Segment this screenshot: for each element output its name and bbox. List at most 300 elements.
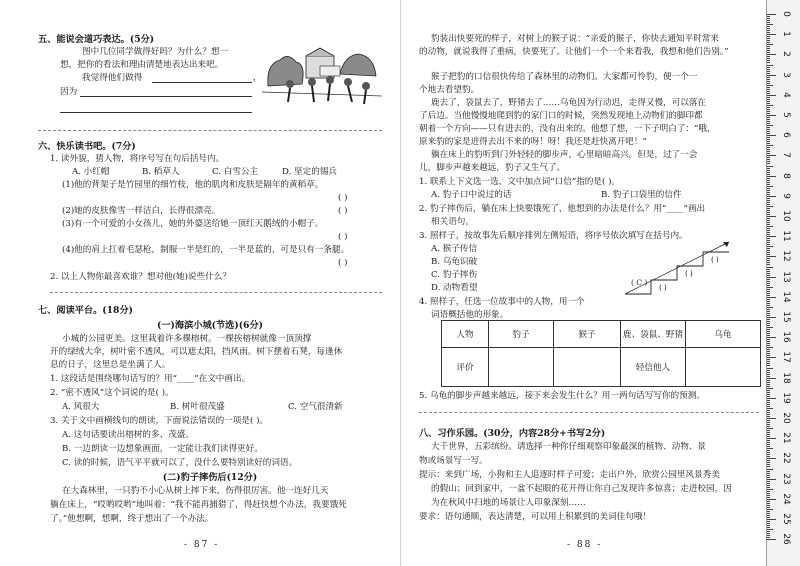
ruler-minor-tick — [767, 107, 770, 108]
ruler-minor-tick — [767, 52, 770, 53]
ruler-minor-tick — [767, 91, 770, 92]
q3-opt-a: A. 猴子传信 — [431, 244, 478, 254]
s8-line5: 为在秋风中扫地的场景让人印象深刻…… — [431, 498, 586, 508]
q5-answer-line[interactable] — [419, 412, 759, 413]
ruler-number: 15 — [781, 311, 791, 323]
ruler-minor-tick — [767, 36, 770, 37]
s6-item3-blank[interactable]: ( ) — [338, 232, 348, 242]
ruler-minor-tick — [767, 101, 770, 102]
students-illustration — [262, 46, 382, 108]
ruler-minor-tick — [767, 487, 770, 488]
story-line-3: 猴子把豹的口信很快传给了森林里的动物们。大家都可怜豹，便一个一 — [431, 72, 698, 82]
ruler-number: 6 — [781, 132, 791, 139]
ruler-minor-tick — [767, 212, 770, 213]
ruler-minor-tick — [767, 273, 770, 274]
ruler-minor-tick — [767, 206, 773, 207]
ruler-minor-tick — [767, 220, 770, 221]
ruler-minor-tick — [767, 450, 770, 451]
ruler-minor-tick — [767, 509, 773, 510]
ruler-minor-tick — [767, 192, 770, 193]
ruler-number: 22 — [781, 452, 791, 465]
ruler-minor-tick — [767, 444, 770, 445]
ruler-minor-tick — [767, 497, 770, 498]
ruler-minor-tick — [767, 319, 770, 320]
s5-line5: 因为 — [60, 87, 78, 97]
ruler-number: 18 — [781, 371, 791, 384]
ruler-minor-tick — [767, 355, 770, 356]
ruler-minor-tick — [767, 109, 770, 110]
ruler-minor-tick — [767, 125, 773, 126]
ruler-minor-tick — [767, 244, 770, 245]
ruler-minor-tick — [767, 281, 770, 282]
ruler-minor-tick — [767, 172, 770, 173]
s5-line2: 想，把你的看法和理由清楚地表达出来吧。 — [60, 60, 224, 70]
ruler-minor-tick — [767, 485, 770, 486]
ruler-major-tick — [767, 155, 776, 156]
story-line-10: 儿，脚步声越来越远，豹子又生气了。 — [419, 163, 566, 173]
ruler-minor-tick — [767, 537, 770, 538]
ruler-major-tick — [767, 277, 776, 278]
ruler-minor-tick — [767, 321, 770, 322]
ruler-number: 20 — [781, 412, 791, 424]
ruler-major-tick — [767, 216, 776, 217]
ruler-minor-tick — [767, 143, 770, 144]
ruler-minor-tick — [767, 18, 770, 19]
ruler-minor-tick — [767, 174, 770, 175]
s5-answer-line-1[interactable] — [152, 82, 252, 83]
s8-line3: 提示：来到广场，小狗和主人追逐时样子可爱；走出户外，欣赏公园里风景秀美 — [419, 470, 720, 480]
s5-line1: 图中几位同学做得好吗？为什么？想一 — [82, 47, 229, 57]
ruler-minor-tick — [767, 412, 770, 413]
s7-q2: 2. “密不透风”这个词说的是( )。 — [50, 388, 174, 398]
ruler-minor-tick — [767, 180, 770, 181]
ruler-minor-tick — [767, 523, 770, 524]
ruler-number: 26 — [781, 533, 791, 545]
ruler-minor-tick — [767, 202, 770, 203]
stair-step-4[interactable]: ( ) — [711, 256, 719, 264]
ruler-minor-tick — [767, 365, 770, 366]
ruler-minor-tick — [767, 525, 770, 526]
ruler-minor-tick — [767, 283, 770, 284]
ruler-minor-tick — [767, 224, 770, 225]
table-cell[interactable] — [554, 348, 621, 387]
ruler-minor-tick — [767, 48, 770, 49]
table-cell[interactable] — [489, 348, 554, 387]
ruler-minor-tick — [767, 424, 770, 425]
ruler-minor-tick — [767, 123, 770, 124]
ruler-number: 3 — [781, 71, 791, 78]
s6-opt-c: C. 白雪公主 — [212, 167, 259, 177]
s6-q2: 2. 以上人物你最喜欢谁？想对他(她)说些什么？ — [50, 272, 231, 282]
s5-line3: 我觉得他们做得 — [82, 73, 143, 83]
ruler-minor-tick — [767, 260, 770, 261]
s7-q3-a: A. 这句话要读出榕树的多、茂盛。 — [62, 430, 194, 440]
q4-line1: 4. 照样子，任选一位故事中的人物，用一个 — [419, 297, 585, 307]
ruler-minor-tick — [767, 410, 770, 411]
ruler-minor-tick — [767, 493, 770, 494]
ruler-minor-tick — [767, 471, 770, 472]
ruler-minor-tick — [767, 30, 770, 31]
ruler-major-tick — [767, 95, 776, 96]
ruler-minor-tick — [767, 111, 770, 112]
ruler-minor-tick — [767, 295, 770, 296]
ruler-major-tick — [767, 438, 776, 439]
ruler-minor-tick — [767, 347, 773, 348]
ruler-major-tick — [767, 135, 776, 136]
ruler-minor-tick — [767, 222, 770, 223]
s7-q2-opt-b: B. 树叶很茂盛 — [170, 402, 225, 412]
ruler-minor-tick — [767, 166, 773, 167]
q5: 5. 乌龟的脚步声越来越远，接下来会发生什么？用一两句话写写你的预测。 — [419, 391, 705, 401]
ruler-minor-tick — [767, 303, 770, 304]
ruler — [766, 0, 800, 566]
ruler-minor-tick — [767, 204, 770, 205]
ruler-minor-tick — [767, 351, 770, 352]
ruler-major-tick — [767, 54, 776, 55]
ruler-minor-tick — [767, 254, 770, 255]
ruler-minor-tick — [767, 529, 773, 530]
table-cell[interactable] — [686, 348, 761, 387]
ruler-minor-tick — [767, 392, 770, 393]
section-8-title: 八、习作乐园。(30分，内容28分+书写2分) — [419, 428, 606, 439]
ruler-minor-tick — [767, 214, 770, 215]
s7-q3: 3. 关于文中画横线句的朗读，下面说法错误的一项是( )。 — [50, 416, 269, 426]
passage-2-line3: 了。”他想啊，想啊，终于想出了一个办法。 — [50, 514, 214, 524]
ruler-minor-tick — [767, 228, 770, 229]
ruler-minor-tick — [767, 363, 770, 364]
ruler-number: 1 — [781, 31, 791, 38]
story-line-2: 的动物，就说我得了重病，快要死了。让他们一个一个来看我，我想和他们告别。” — [419, 47, 729, 57]
stair-step-2[interactable]: ( ) — [659, 284, 667, 292]
ruler-minor-tick — [767, 56, 770, 57]
stair-step-1: ( C ) — [631, 278, 648, 287]
section-5-title: 五、能说会道巧表达。(5分) — [38, 34, 155, 45]
q1-opt-a: A. 豹子口中说过的话 — [431, 190, 512, 200]
ruler-major-tick — [767, 317, 776, 318]
ruler-minor-tick — [767, 42, 770, 43]
s7-q1: 1. 这段话是围绕哪句话写的？用“____”在文中画出。 — [50, 374, 251, 384]
ruler-minor-tick — [767, 475, 770, 476]
ruler-minor-tick — [767, 69, 770, 70]
ruler-number: 19 — [781, 392, 791, 404]
ruler-major-tick — [767, 519, 776, 520]
ruler-minor-tick — [767, 331, 770, 332]
ruler-minor-tick — [767, 517, 770, 518]
ruler-minor-tick — [767, 301, 770, 302]
ruler-major-tick — [767, 337, 776, 338]
ruler-minor-tick — [767, 230, 770, 231]
ruler-minor-tick — [767, 287, 773, 288]
ruler-minor-tick — [767, 507, 770, 508]
section-6-title: 六、快乐读书吧。(7分) — [38, 141, 136, 152]
s6-item3: (3)有一个可爱的小女孩儿，她的外婆送给她一顶红天鹅绒的小帽子。 — [62, 219, 324, 229]
ruler-minor-tick — [767, 327, 773, 328]
ruler-minor-tick — [767, 386, 770, 387]
ruler-minor-tick — [767, 388, 773, 389]
ruler-minor-tick — [767, 531, 770, 532]
ruler-minor-tick — [767, 129, 770, 130]
ruler-minor-tick — [767, 285, 770, 286]
ruler-minor-tick — [767, 119, 770, 120]
ruler-major-tick — [767, 378, 776, 379]
s6-opt-d: D. 坚定的锡兵 — [282, 167, 338, 177]
story-line-9: 躺在床上的豹听到门外轻轻的脚步声，心里暗暗高兴。但是，过了一会 — [431, 150, 698, 160]
ruler-minor-tick — [767, 452, 770, 453]
ruler-minor-tick — [767, 131, 770, 132]
ruler-minor-tick — [767, 345, 770, 346]
ruler-major-tick — [767, 34, 776, 35]
ruler-minor-tick — [767, 153, 770, 154]
s5-answer-line-2[interactable] — [80, 96, 252, 97]
ruler-number: 10 — [781, 210, 791, 222]
ruler-minor-tick — [767, 262, 770, 263]
s6-item4: (4)他的肩上扛着毛瑟枪，制服一半是红的，一半是蓝的，可是只有一条腿。 — [62, 245, 350, 255]
passage-2-line2: 躺在床上，“哎哟哎哟”地叫着：“我不能再捕猎了，得赶快想个办法，我要饿死 — [50, 500, 347, 510]
ruler-minor-tick — [767, 533, 770, 534]
table-header: 鹿、袋鼠、野猪 — [621, 321, 686, 348]
ruler-major-tick — [767, 236, 776, 237]
ruler-minor-tick — [767, 521, 770, 522]
ruler-minor-tick — [767, 503, 770, 504]
ruler-minor-tick — [767, 359, 770, 360]
ruler-minor-tick — [767, 460, 770, 461]
ruler-minor-tick — [767, 198, 770, 199]
ruler-major-tick — [767, 539, 776, 540]
ruler-minor-tick — [767, 20, 770, 21]
page-number-left: - 87 - — [184, 540, 220, 550]
s5-answer-line-3[interactable] — [60, 112, 252, 113]
s5-comma: ， — [253, 73, 262, 83]
ruler-minor-tick — [767, 194, 770, 195]
ruler-minor-tick — [767, 99, 770, 100]
ruler-minor-tick — [767, 62, 770, 63]
ruler-minor-tick — [767, 299, 770, 300]
ruler-minor-tick — [767, 396, 770, 397]
ruler-major-tick — [767, 297, 776, 298]
ruler-minor-tick — [767, 402, 770, 403]
ruler-minor-tick — [767, 527, 770, 528]
ruler-number: 8 — [781, 172, 791, 179]
s6-item2-blank[interactable]: ( ) — [338, 206, 348, 216]
ruler-minor-tick — [767, 454, 770, 455]
ruler-minor-tick — [767, 477, 770, 478]
ruler-minor-tick — [767, 289, 770, 290]
ruler-major-tick — [767, 499, 776, 500]
ruler-minor-tick — [767, 269, 770, 270]
ruler-minor-tick — [767, 335, 770, 336]
ruler-minor-tick — [767, 323, 770, 324]
ruler-minor-tick — [767, 137, 770, 138]
story-line-1: 豹装出快要死的样子，对树上的猴子说：“亲爱的猴子，你快去通知平时常来 — [431, 34, 719, 44]
ruler-minor-tick — [767, 87, 770, 88]
s6-q1: 1. 读外貌，猜人物，将序号写在句后括号内。 — [50, 154, 225, 164]
ruler-major-tick — [767, 479, 776, 480]
ruler-minor-tick — [767, 145, 773, 146]
ruler-minor-tick — [767, 232, 770, 233]
story-line-5: 鹿去了，袋鼠去了，野猪去了……乌龟因为行动迟，走得又慢，可以落在 — [431, 98, 707, 108]
ruler-minor-tick — [767, 442, 770, 443]
q3-opt-c: C. 豹子摔伤 — [431, 270, 478, 280]
ruler-number: 11 — [781, 230, 791, 242]
q3: 3. 照样子，按故事先后顺序排列左侧短语，将序号依次填写在括号内。 — [419, 231, 688, 241]
ruler-minor-tick — [767, 168, 770, 169]
passage-2-line1: 在大森林里，一只豹不小心从树上摔下来，伤得很厉害。他一连好几天 — [62, 486, 329, 496]
ruler-minor-tick — [767, 151, 770, 152]
ruler-minor-tick — [767, 38, 770, 39]
passage-1-line3: 息的日子，这里总是坐满了人。 — [50, 360, 171, 370]
s7-q2-opt-a: A. 风很大 — [62, 402, 100, 412]
passage-1-line1: 小城的公园更美。这里栽着许多棵榕树。一棵挨榕树就像一顶顶撑 — [62, 334, 312, 344]
ruler-minor-tick — [767, 113, 770, 114]
ruler-minor-tick — [767, 250, 770, 251]
ruler-minor-tick — [767, 26, 770, 27]
ruler-minor-tick — [767, 404, 770, 405]
q1-opt-b: B. 豹子口袋里的信件 — [601, 190, 682, 200]
ruler-minor-tick — [767, 491, 770, 492]
ruler-minor-tick — [767, 349, 770, 350]
ruler-minor-tick — [767, 73, 770, 74]
ruler-minor-tick — [767, 464, 770, 465]
ruler-minor-tick — [767, 163, 770, 164]
ruler-minor-tick — [767, 218, 770, 219]
ruler-minor-tick — [767, 50, 770, 51]
ruler-major-tick — [767, 75, 776, 76]
ruler-minor-tick — [767, 275, 770, 276]
ruler-minor-tick — [767, 147, 770, 148]
ruler-major-tick — [767, 458, 776, 459]
ruler-minor-tick — [767, 240, 770, 241]
ruler-minor-tick — [767, 420, 770, 421]
ruler-minor-tick — [767, 353, 770, 354]
ruler-number: 16 — [781, 331, 791, 343]
s6-opt-a: A. 小红帽 — [72, 167, 110, 177]
ruler-number: 25 — [781, 513, 791, 525]
ruler-minor-tick — [767, 382, 770, 383]
ruler-minor-tick — [767, 242, 770, 243]
ruler-minor-tick — [767, 161, 770, 162]
ruler-minor-tick — [767, 226, 773, 227]
ruler-minor-tick — [767, 515, 770, 516]
s8-line1: 大千世界，五彩缤纷。请选择一种你仔细观察印象最深的植物、动物、景 — [431, 442, 707, 452]
ruler-number: 9 — [781, 192, 791, 199]
ruler-minor-tick — [767, 416, 770, 417]
s8-line2: 物或场景写一写。 — [419, 456, 488, 466]
ruler-minor-tick — [767, 394, 770, 395]
ruler-minor-tick — [767, 149, 770, 150]
ruler-minor-tick — [767, 44, 773, 45]
page-number-right: - 88 - — [567, 540, 603, 550]
ruler-minor-tick — [767, 430, 770, 431]
ruler-minor-tick — [767, 343, 770, 344]
s6-item2: (2)她的皮肤像雪一样洁白，长得很漂亮。 — [62, 206, 221, 216]
ruler-minor-tick — [767, 264, 770, 265]
ruler-minor-tick — [767, 170, 770, 171]
ruler-minor-tick — [767, 93, 770, 94]
story-line-4: 个地去看望豹。 — [419, 85, 480, 95]
ruler-major-tick — [767, 398, 776, 399]
ruler-minor-tick — [767, 58, 770, 59]
s6-item1: (1)他的背架子是竹园里的细竹枝，他的肌肉和皮肤是隔年的黄稻草。 — [62, 180, 324, 190]
ruler-minor-tick — [767, 238, 770, 239]
ruler-minor-tick — [767, 32, 770, 33]
passage-1-line2: 开的绿绒大伞，树叶密不透风，可以遮太阳，挡风雨。树下摆着石凳，每逢休 — [50, 347, 343, 357]
ruler-minor-tick — [767, 184, 770, 185]
ruler-minor-tick — [767, 16, 770, 17]
q3-opt-d: D. 动物看望 — [431, 283, 478, 293]
story-line-8: 原来豹的家是进得去出不来的呀！呀！我还是赶快离开吧！” — [419, 137, 647, 147]
s6-item1-blank[interactable]: ( ) — [338, 193, 348, 203]
ruler-minor-tick — [767, 376, 770, 377]
ruler-minor-tick — [767, 65, 773, 66]
ruler-minor-tick — [767, 46, 770, 47]
ruler-minor-tick — [767, 432, 770, 433]
s6-opt-b: B. 稻草人 — [142, 167, 180, 177]
ruler-number: 14 — [781, 291, 791, 303]
ruler-minor-tick — [767, 535, 770, 536]
ruler-minor-tick — [767, 157, 770, 158]
ruler-minor-tick — [767, 511, 770, 512]
ruler-minor-tick — [767, 307, 773, 308]
ruler-number: 24 — [781, 493, 791, 505]
ruler-minor-tick — [767, 462, 770, 463]
q2-line1: 2. 豹子摔伤后，躺在床上快要饿死了，他想到的办法是什么？用“____”画出 — [419, 204, 706, 214]
s6-answer-line[interactable] — [50, 292, 382, 293]
ruler-minor-tick — [767, 210, 770, 211]
ruler-minor-tick — [767, 414, 770, 415]
table-header: 豹子 — [489, 321, 554, 348]
ruler-minor-tick — [767, 117, 770, 118]
ruler-minor-tick — [767, 325, 770, 326]
ruler-minor-tick — [767, 374, 770, 375]
s6-item4-blank[interactable]: ( ) — [338, 258, 348, 268]
ruler-number: 5 — [781, 112, 791, 118]
ruler-minor-tick — [767, 85, 773, 86]
s7-q3-c: C. 读的时候，语气平平就可以了，没什么要特别读好的词语。 — [62, 458, 298, 468]
ruler-minor-tick — [767, 79, 770, 80]
character-table — [441, 320, 761, 387]
ruler-minor-tick — [767, 188, 770, 189]
ruler-minor-tick — [767, 311, 770, 312]
ruler-minor-tick — [767, 483, 770, 484]
story-line-7: 朝着一个方向——只有进去的，没有出来的。他想了想，一下子明白了：“哦， — [419, 124, 716, 134]
ruler-minor-tick — [767, 127, 770, 128]
q2-line2: 相关语句。 — [431, 217, 474, 227]
ruler-minor-tick — [767, 40, 770, 41]
ruler-minor-tick — [767, 329, 770, 330]
s8-line4: 的假山；回到家中，一盆不起眼的花开得让你自己发现许多惊喜；走进校园，因 — [431, 484, 732, 494]
ruler-minor-tick — [767, 368, 773, 369]
ruler-minor-tick — [767, 67, 770, 68]
ruler-minor-tick — [767, 97, 770, 98]
ruler-minor-tick — [767, 422, 770, 423]
right-page — [401, 0, 767, 566]
ruler-major-tick — [767, 357, 776, 358]
ruler-minor-tick — [767, 252, 770, 253]
ruler-minor-tick — [767, 293, 770, 294]
ruler-minor-tick — [767, 489, 773, 490]
ruler-number: 2 — [781, 51, 791, 58]
stair-step-3[interactable]: ( ) — [685, 270, 693, 278]
story-line-6: 了后边。当他慢慢地爬到豹的家门口的时候，突然发现地上动物们的脚印都 — [419, 111, 703, 121]
s5-answer-line-4[interactable] — [38, 130, 382, 131]
ruler-major-tick — [767, 196, 776, 197]
ruler-number: 23 — [781, 472, 791, 485]
ruler-minor-tick — [767, 182, 770, 183]
ruler-minor-tick — [767, 267, 773, 268]
ruler-minor-tick — [767, 390, 770, 391]
ruler-minor-tick — [767, 246, 773, 247]
ruler-minor-tick — [767, 200, 770, 201]
